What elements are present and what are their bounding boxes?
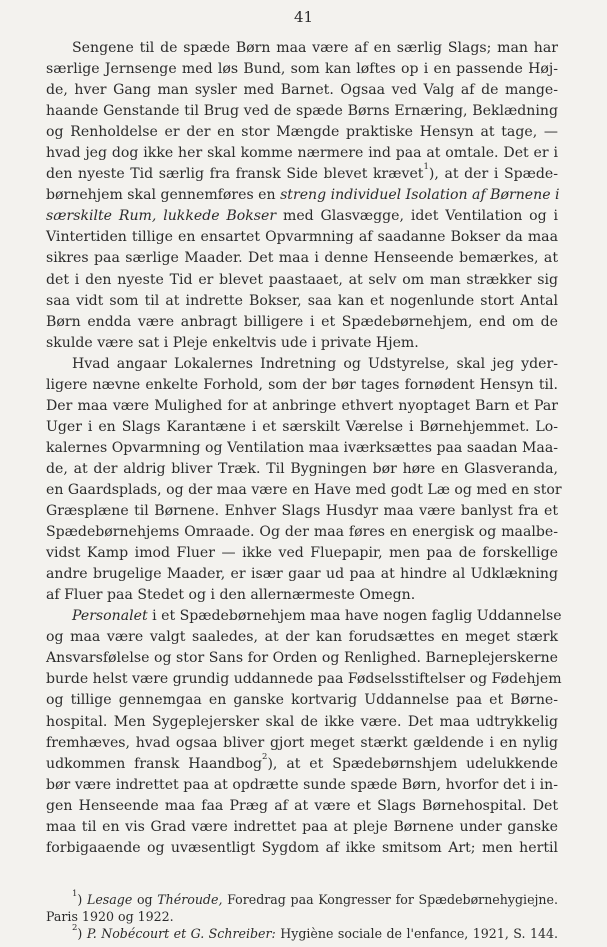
text-span: udkommen fransk Haandbog [46, 755, 263, 772]
body-line: bør være indrettet paa at opdrætte sunde spæde Børn, hvorfor det i in- [46, 776, 558, 793]
emphasis-text: Lesage [86, 892, 133, 907]
body-text [46, 38, 562, 859]
body-line: saa vidt som til at indrette Bokser, saa kan et nogenlunde stort Antal [46, 292, 558, 309]
emphasis-text: Théroude, [157, 892, 223, 907]
body-line: haande Genstande til Brug ved de spæde Børns Ernæring, Beklædning [46, 103, 558, 120]
body-line: hvad jeg dog ikke her skal komme nærmere ind paa at omtale. Det er i [46, 145, 558, 162]
body-line: gen Henseende maa faa Præg af at være et Slags Børnehospital. Det [46, 797, 558, 814]
body-line [46, 185, 558, 206]
body-line: Græsplæne til Børnene. Enhver Slags Husdyr maa være banlyst fra et [46, 503, 558, 520]
text-span: den nyeste Tid særlig fra fransk Side blevet krævet [46, 166, 424, 183]
body-line [46, 751, 558, 775]
body-line: Sengene til de spæde Børn maa være af en særlig Slags; man har [72, 40, 558, 56]
body-line: og Renholdelse er der en stor Mængde praktiske Hensyn at tage, — [46, 124, 558, 141]
body-line [46, 164, 558, 185]
body-line: Hvad angaar Lokalernes Indretning og Udstyrelse, skal jeg yder- [72, 355, 558, 372]
body-line: fremhæves, hvad ogsaa bliver gjort meget stærkt gældende i en nylig [46, 734, 558, 751]
emphasis-text: særskilte Rum, lukkede Bokser [46, 208, 277, 225]
text-span: med Glasvægge, idet Ventilation og i [276, 208, 559, 225]
body-line: Vintertiden tillige en ensartet Opvarmning af saadanne Bokser da maa [46, 229, 558, 246]
body-line: de, at der aldrig bliver Træk. Til Bygningen bør høre en Glasveranda, [46, 460, 558, 477]
footnote-line: Paris 1920 og 1922. [46, 909, 174, 924]
text-span: ) [77, 926, 87, 941]
body-line [46, 206, 558, 227]
body-line: og maa være valgt saaledes, at der kan forudsættes en meget stærk [46, 629, 558, 646]
body-line [46, 606, 562, 627]
body-line: hospital. Men Sygeplejersker skal de ikke være. Det maa udtrykkelig [46, 713, 558, 730]
text-span: Hygiène sociale de l'enfance, 1921, S. 144. [275, 926, 558, 941]
footnote-line [46, 925, 558, 942]
body-line: Der maa være Mulighed for at anbringe ethvert nyoptaget Barn et Par [46, 397, 558, 414]
emphasis-text: streng individuel Isolation af Børnene i [280, 187, 560, 204]
footnote-ref: 1 [72, 889, 78, 899]
body-line: vidst Kamp imod Fluer — ikke ved Fluepapir, men paa de forskellige [46, 545, 558, 562]
body-line: burde helst være grundig uddannede paa Fødselsstiftelser og Fødehjem [46, 671, 562, 688]
body-line: Spædebørnehjems Omraade. Og der maa føres en energisk og maalbe- [46, 524, 558, 541]
emphasis-text: Personalet [72, 608, 148, 625]
body-line: særlige Jernsenge med løs Bund, som kan løftes op i en passende Høj- [46, 61, 558, 78]
body-line: skulde være sat i Pleje enkeltvis ude i private Hjem. [46, 334, 419, 351]
body-line: af Fluer paa Stedet og i den allernærmeste Omegn. [46, 587, 416, 604]
body-line: ligere nævne enkelte Forhold, som der bør tages fornødent Hensyn til. [46, 376, 558, 393]
footnote-ref: 2 [262, 751, 268, 762]
body-line: en Gaardsplads, og der maa være en Have med godt Læ og med en stor [46, 481, 562, 498]
body-line: maa til en vis Grad være indrettet paa at pleje Børnene under ganske [46, 818, 558, 835]
text-span: Foredrag paa Kongresser for Spædebørnehygiejne. [222, 892, 558, 907]
footnote-line [46, 891, 558, 908]
text-span: og [132, 892, 158, 907]
body-line: det i den nyeste Tid er blevet paastaaet, at selv om man strækker sig [46, 271, 558, 288]
body-line: forbigaaende og uvæsentligt Sygdom af ikke smitsom Art; men hertil [46, 839, 558, 856]
text-span: ), at et Spædebørnshjem udelukkende [267, 755, 558, 772]
body-line: og tillige gennemgaa en ganske kortvarig Uddannelse paa et Børne- [46, 692, 558, 709]
page-number: 41 [293, 8, 314, 26]
text-span: i et Spædebørnehjem maa have nogen faglig Uddannelse [147, 608, 562, 625]
emphasis-text: P. Nobécourt et G. Schreiber: [86, 926, 276, 941]
text-span: ), at der i Spæde- [428, 166, 558, 183]
footnotes [46, 891, 558, 942]
text-span: ) [77, 892, 87, 907]
body-line: Uger i en Slags Karantæne i et særskilt Værelse i Børnehjemmet. Lo- [46, 418, 558, 435]
body-line: de, hver Gang man sysler med Barnet. Ogsaa ved Valg af de mange- [46, 82, 558, 99]
footnote-ref: 1 [423, 162, 429, 173]
body-line: andre brugelige Maader, er især gaar ud paa at hindre al Udklækning [46, 566, 558, 583]
body-line: Ansvarsfølelse og stor Sans for Orden og Renlighed. Barneplejerskerne [46, 650, 558, 667]
footnote-ref: 2 [72, 923, 78, 933]
body-line: sikres paa særlige Maader. Det maa i denne Henseende bemærkes, at [46, 250, 558, 267]
body-line: Børn endda være anbragt billigere i et Spædebørnehjem, end om de [46, 313, 558, 330]
body-line: kalernes Opvarmning og Ventilation maa iværksættes paa saadan Maa- [46, 439, 558, 456]
text-span: børnehjem skal gennemføres en [46, 187, 281, 204]
